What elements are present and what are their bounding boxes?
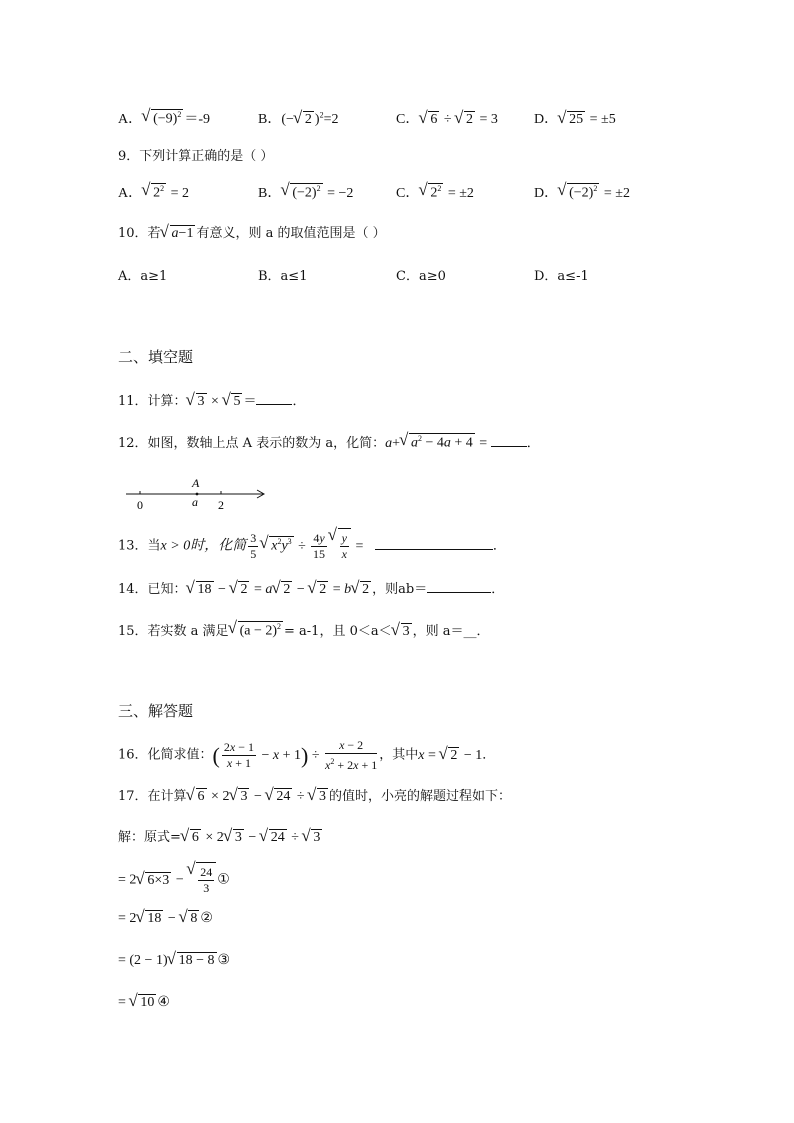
q15 [118,620,489,640]
option-tail: = ±2 [603,186,630,201]
option-tail: = −2 [327,186,354,201]
q14-suffix: ． [491,582,505,597]
option-label: A． [118,112,143,127]
option-label: D． [534,186,559,201]
step-marker: ② [200,910,213,926]
q17-step-2: = 2√ 18 − √ 8 ② [118,910,213,927]
q14-mid: ，则ab＝ [372,582,428,597]
sqrt-expr: √ a−1 [161,225,196,242]
q17-stem: 17．在计算√ 6 × 2√ 3 − √ 24 ÷ √ 3 的值时，小亮的解题过程如下： [118,785,511,805]
sqrt-expr: √ $\frac{24}{3}$ [187,862,216,896]
sqrt-expr: √ 10 [129,994,156,1011]
option-label: C． [396,112,420,127]
answer-blank[interactable] [491,434,527,447]
label-zero: 0 [137,498,143,512]
q16: 16．化简求值：( $\frac{2x - 1}{x + 1}$ − x + 1) ÷ $\frac{x - 2}{x^2 + 2x + 1}$ ，其中x = √ 2 − 1． [118,738,495,773]
q10-option-b: B．a≤1 [258,269,308,284]
q12-suffix: ． [526,436,540,451]
q16-mid: ，其中 [379,747,419,763]
sqrt-expr: √ $(-2)^2$ [281,183,322,202]
q11-prefix: 11．计算： [118,394,187,409]
q10-option-a: A．a≥1 [118,269,168,284]
sqrt-expr: √ 6×3 [136,872,171,889]
sqrt-expr: √ $a^2 - 4a + 4$ [400,433,475,452]
sqrt-expr: √ $(-9)^2$ [142,109,183,128]
sqrt-expr: √ 8 [179,910,199,927]
q9-stem: 9．下列计算正确的是（ ） [118,149,274,164]
option-tail: =2 [323,112,339,127]
sqrt-expr: √ $2^2$ [419,183,443,202]
q15-mid: = a-1，且 0＜a＜ [284,624,392,639]
q10-suffix: 有意义，则 a 的取值范围是（ ） [196,226,386,241]
sqrt-expr: √ $(-2)^2$ [558,183,599,202]
label-value-a: a [192,495,198,509]
sqrt-expr: √ 3 [229,788,249,805]
q14: 14．已知：√ 18 − √ 2 = a√ 2 − √ 2 = b√ 2 ，则ab＝ ． [118,578,504,598]
option-tail: = 2 [170,186,190,201]
q10-prefix: 10．若 [118,226,161,241]
q17-step-3: = (2 − 1)√ 18 − 8 ③ [118,952,230,969]
answer-blank[interactable] [375,537,493,550]
q11: 11．计算：√ 3 × √ 5 ＝ ． [118,390,305,410]
sqrt-expr: √ 2 [351,581,371,598]
sqrt-expr: √ 18 [187,581,214,598]
option-tail: ＝-9 [184,112,211,127]
solution-label: 解：原式= [118,830,181,845]
sqrt-expr: √ $\frac{y}{x}$ [329,528,351,562]
sqrt-expr: √ 2 [294,111,314,128]
q12-prefix: 12．如图，数轴上点 A 表示的数为 a，化简： [118,436,386,451]
sqrt-expr: √ 3 [224,829,244,846]
q9-option-c [396,182,474,202]
q13-prefix: 13．当 [118,538,161,554]
sqrt-expr: √ 3 [187,393,207,410]
sqrt-expr: √ 18 − 8 [168,952,217,969]
q17-suffix: 的值时，小亮的解题过程如下： [329,789,512,804]
q9-option-a [118,182,189,202]
q17-prefix: 17．在计算 [118,789,187,804]
sqrt-expr: √ $2^2$ [142,183,166,202]
fraction: $\frac{2x - 1}{x + 1}$ [223,740,254,770]
sqrt-expr: √ 2 [308,581,328,598]
sqrt-expr: √ 25 [558,111,585,128]
section-heading-fill-blank: 二、填空题 [118,348,194,366]
sqrt-expr: √ 2 [439,747,459,764]
q17-step-4: = √ 10 ④ [118,994,170,1011]
sqrt-expr: √ 2 [272,581,292,598]
q10-option-c: C．a≥0 [396,269,446,284]
q14-prefix: 14．已知： [118,582,187,597]
step-marker: ① [217,871,230,888]
sqrt-expr: √ 6 [181,829,201,846]
option-label: B． [258,112,282,127]
step-marker: ③ [217,952,231,968]
sqrt-expr: √ $x^2y^3$ [260,536,293,555]
sqrt-expr: √ 3 [302,829,322,846]
answer-blank[interactable] [256,392,292,405]
q13: 13．当x > 0时，化简 $\frac{3}{5}$ √ $x^2y^3$ ÷ $\frac{4y}{15}$ √ $\frac{y}{x}$ = ． [118,528,506,562]
q8-option-b: B．(−√ 2 )$^2$=2 [258,108,338,128]
sqrt-expr: √ 6 [419,111,439,128]
sqrt-expr: √ 6 [187,788,207,805]
q9-option-b [258,182,353,202]
sqrt-expr: √ 2 [455,111,475,128]
sqrt-expr: √ 24 [260,829,287,846]
q8-option-c: C．√ 6 ÷ √ 2 = 3 [396,108,498,128]
section-heading-solve: 三、解答题 [118,702,194,720]
sqrt-expr: √ $(a - 2)^2$ [229,621,283,640]
q12: 12．如图，数轴上点 A 表示的数为 a，化简：a+√ $a^2 - 4a + 4$ = ． [118,432,540,452]
q15-suffix: ，则 a＝__． [412,624,490,639]
sqrt-expr: √ 3 [392,623,412,640]
fraction: $\frac{x - 2}{x^2 + 2x + 1}$ [325,738,378,772]
option-tail: = ±2 [447,186,474,201]
answer-blank[interactable] [427,580,491,593]
sqrt-expr: √ 2 [229,581,249,598]
step-marker: ④ [157,994,170,1010]
sqrt-expr: √ 24 [265,788,292,805]
sqrt-expr: √ 18 [136,910,163,927]
option-tail: = 3 [479,112,498,127]
q10-option-d: D．a≤-1 [534,269,589,284]
q17-step-1: = 2√ 6×3 − √ $\frac{24}{3}$ ① [118,862,230,896]
label-point-a: A [192,476,200,490]
q16-suffix: ． [482,747,496,763]
q8-option-d [534,108,616,128]
label-two: 2 [218,498,224,512]
fraction: $\frac{3}{5}$ [250,531,257,561]
q11-suffix: ． [292,394,306,409]
fraction: $\frac{4y}{15}$ [313,531,325,561]
q17-solution-line: 解：原式=√ 6 × 2√ 3 − √ 24 ÷ √ 3 [118,826,323,846]
sqrt-expr: √ 3 [308,788,328,805]
option-label: A． [118,186,143,201]
option-label: C． [396,186,420,201]
q10-stem [118,222,386,242]
number-line-figure [120,476,270,512]
sqrt-expr: √ 5 [222,393,242,410]
q8-option-a [118,108,210,128]
q15-prefix: 15．若实数 a 满足 [118,624,229,639]
option-tail: = ±5 [589,112,616,127]
q16-prefix: 16．化简求值： [118,747,213,763]
q13-condition: x > 0时，化简 [160,538,247,554]
option-label: D． [534,112,559,127]
q9-option-d [534,182,630,202]
option-label: B． [258,186,282,201]
q13-suffix: ． [492,538,506,554]
